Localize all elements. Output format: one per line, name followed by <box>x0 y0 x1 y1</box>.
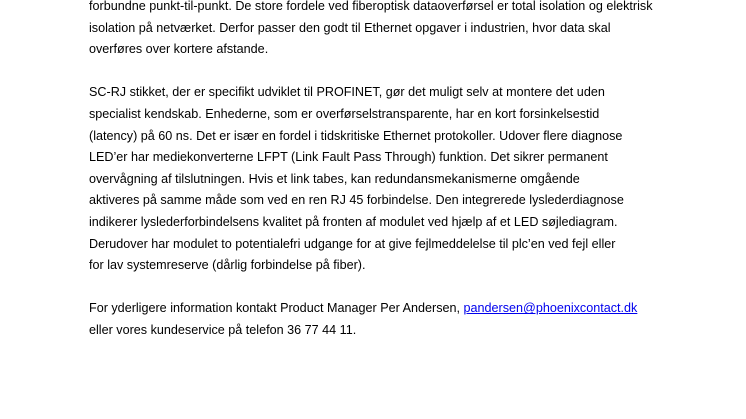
text-line: aktiveres på samme måde som ved en ren RJ 45 forbindelse. Den integrerede lyslederdiagnose <box>89 193 624 208</box>
document-body <box>89 0 653 342</box>
text-line: overføres over kortere afstande. <box>89 42 269 57</box>
text-line: SC-RJ stikket, der er specifikt udviklet til PROFINET, gør det muligt selv at montere det uden <box>89 85 605 100</box>
text-line: indikerer lyslederforbindelsens kvalitet på fronten af modulet ved hjælp af et LED søjlediagram. <box>89 214 618 229</box>
text-line: overvågning af tilslutningen. Hvis et link tabes, kan redundansmekanismerne omgående <box>89 171 580 186</box>
text-line: Derudover har modulet to potentialefri udgange for at give fejlmeddelelse til plc’en ved fejl eller <box>89 236 616 251</box>
paragraph-sc-rj <box>89 82 649 276</box>
text-line: forbundne punkt-til-punkt. De store fordele ved fiberoptisk dataoverførsel er total isolation og elektrisk <box>89 0 653 13</box>
text-line: LED’er har mediekonverterne LFPT (Link Fault Pass Through) funktion. Det sikrer permanent <box>89 150 608 165</box>
paragraph-spacer <box>89 277 649 299</box>
text-line: isolation på netværket. Derfor passer den godt til Ethernet opgaver i industrien, hvor data skal <box>89 20 611 35</box>
paragraph-contact <box>89 298 649 341</box>
contact-prefix: For yderligere information kontakt Product Manager Per Andersen, <box>89 301 464 316</box>
text-line: specialist kendskab. Enhederne, som er overførselstransparente, har en kort forsinkelsestid <box>89 106 600 121</box>
text-line: for lav systemreserve (dårlig forbindelse på fiber). <box>89 258 366 273</box>
contact-line <box>89 298 649 320</box>
paragraph-spacer <box>89 61 649 83</box>
paragraph-top <box>89 0 653 61</box>
text-line: (latency) på 60 ns. Det er især en fordel i tidskritiske Ethernet protokoller. Udover flere diagnose <box>89 128 623 143</box>
email-link[interactable]: pandersen@phoenixcontact.dk <box>463 301 638 316</box>
text-line: eller vores kundeservice på telefon 36 77 44 11. <box>89 322 357 337</box>
